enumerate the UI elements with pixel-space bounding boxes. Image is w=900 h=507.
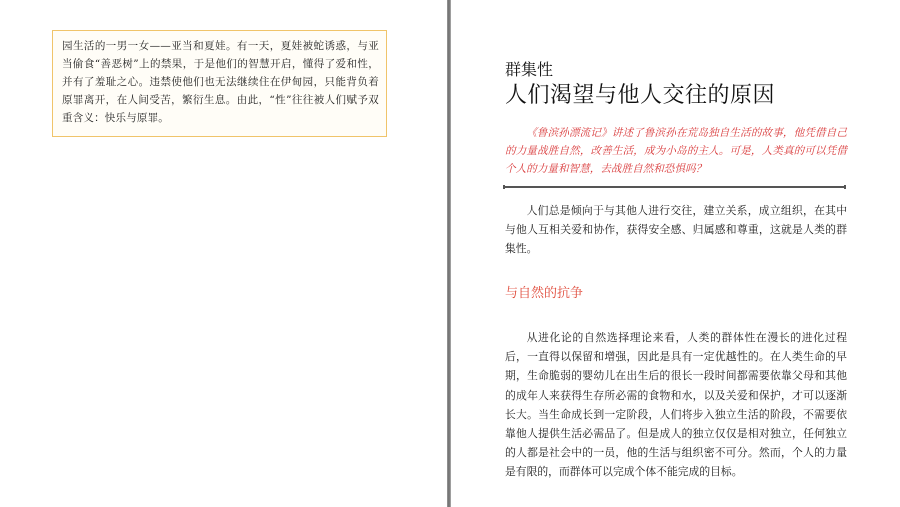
body-paragraph-2: 从进化论的自然选择理论来看，人类的群体性在漫长的进化过程后，一直得以保留和增强，因此是具有一定优越性的。在人类生命的早期，生命脆弱的婴幼儿在出生后的很长一段时间都需要依靠父母和其他的成年人来获得生存所必需的食物和水，以及关爱和保护，才可以逐渐长大。当生命成长到一定阶段，人们将步入独立生活的阶段，不需要依靠他人提供生活必需品了。但是成人的独立仅仅是相对独立，任何独立的人都是社会中的一员，他的生活与组织密不可分。然而，个人的力量是有限的，而群体可以完成个体不能完成的目标。 bbox=[505, 331, 847, 479]
section-divider bbox=[503, 186, 846, 188]
left-page bbox=[0, 0, 447, 507]
body-paragraph-1: 人们总是倾向于与其他人进行交往，建立关系，成立组织，在其中与他人互相关爱和协作，获得安全感、归属感和尊重，这就是人类的群集性。 bbox=[505, 204, 847, 256]
intro-paragraph: 《鲁滨孙漂流记》讲述了鲁滨孙在荒岛独自生活的故事，他凭借自己的力量战胜自然，改善生活，成为小岛的主人。可是，人类真的可以凭借个人的力量和智慧，去战胜自然和恐惧吗？ bbox=[505, 127, 847, 175]
subheading: 与自然的抗争 bbox=[505, 286, 584, 301]
sidebar-note-box bbox=[52, 30, 387, 137]
sidebar-note-text: 园生活的一男一女——亚当和夏娃。有一天，夏娃被蛇诱惑，与亚当偷食“善恶树”上的禁果，于是他们的智慧开启，懂得了爱和性，并有了羞耻之心。违禁使他们也无法继续住在伊甸园，只能背负着原罪离开，在人间受苦，繁衍生息。由此，“性”往往被人们赋予双重含义：快乐与原罪。 bbox=[62, 40, 379, 124]
chapter-title: 人们渴望与他人交往的原因 bbox=[505, 83, 776, 108]
section-label: 群集性 bbox=[505, 60, 554, 79]
